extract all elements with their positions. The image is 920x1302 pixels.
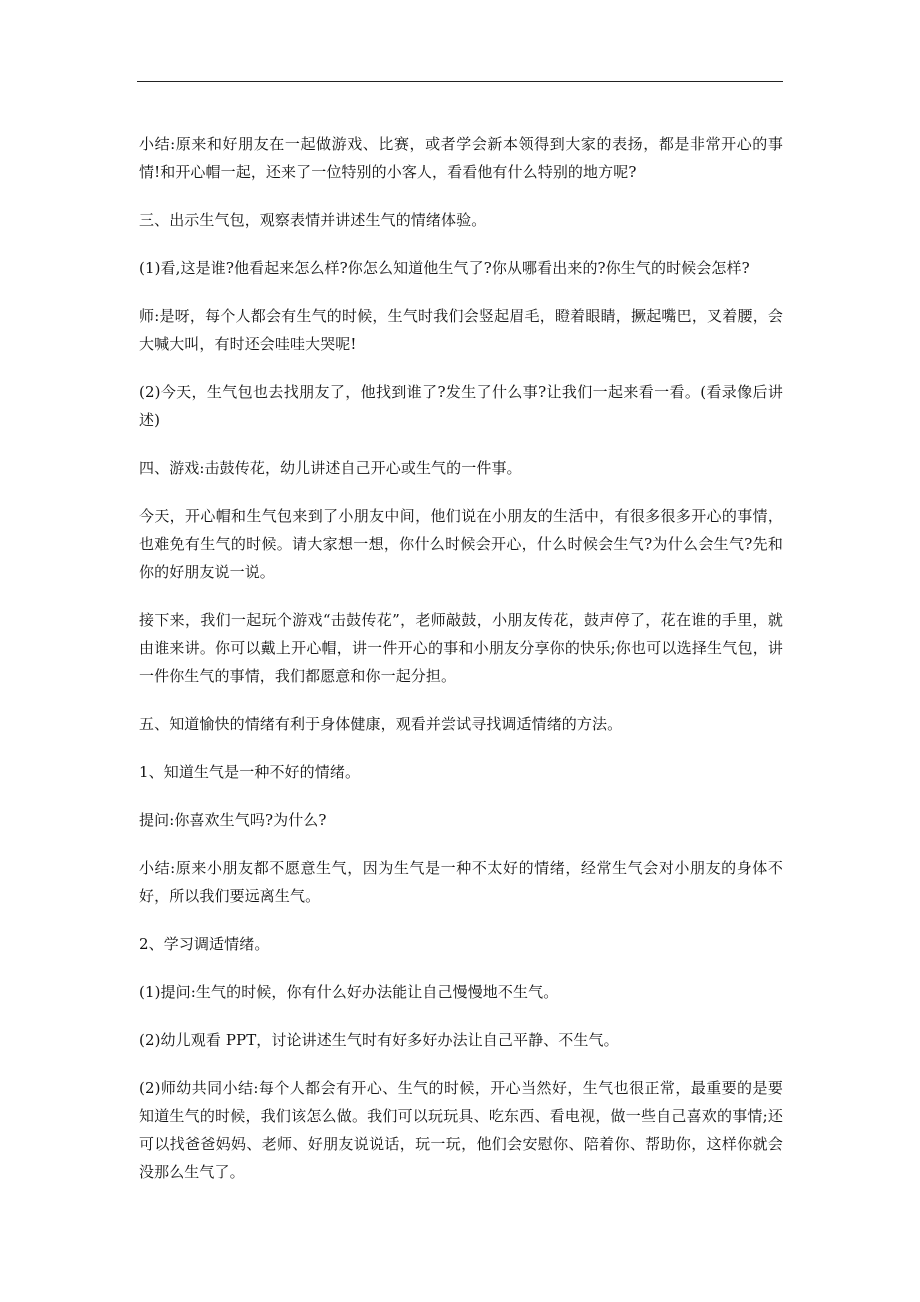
section-heading-3: 三、出示生气包，观察表情并讲述生气的情绪体验。 (139, 211, 487, 229)
header-rule (137, 81, 783, 82)
paragraph-summary-1: 小结:原来和好朋友在一起做游戏、比赛，或者学会新本领得到大家的表扬，都是非常开心的事情!和开心帽一起，还来了一位特别的小客人，看看他有什么特别的地方呢? (139, 135, 783, 181)
paragraph-teacher: 师:是呀，每个人都会有生气的时候，生气时我们会竖起眉毛，瞪着眼睛，撅起嘴巴，叉着腰，会大喊大叫，有时还会哇哇大哭呢! (139, 307, 783, 353)
paragraph-summary-2: 小结:原来小朋友都不愿意生气，因为生气是一种不太好的情绪，经常生气会对小朋友的身体不好，所以我们要远离生气。 (139, 859, 783, 905)
paragraph-step-1: (1)提问:生气的时候，你有什么好办法能让自己慢慢地不生气。 (139, 983, 559, 1001)
paragraph-ask: 提问:你喜欢生气吗?为什么? (139, 811, 327, 829)
paragraph-game: 接下来，我们一起玩个游戏“击鼓传花”，老师敲鼓，小朋友传花，鼓声停了，花在谁的手里，就由谁来讲。你可以戴上开心帽，讲一件开心的事和小朋友分享你的快乐;你也可以选择生气包，讲一件你生气的事情，我们都愿意和你一起分担。 (139, 611, 783, 685)
section-heading-5: 五、知道愉快的情绪有利于身体健康，观看并尝试寻找调适情绪的方法。 (139, 715, 623, 733)
paragraph-question-2: (2)今天，生气包也去找朋友了，他找到谁了?发生了什么事?让我们一起来看一看。(看录像后讲述) (139, 383, 783, 429)
subheading-1: 1、知道生气是一种不好的情绪。 (139, 763, 361, 781)
paragraph-question-1: (1)看,这是谁?他看起来怎么样?你怎么知道他生气了?你从哪看出来的?你生气的时候会怎样? (139, 259, 750, 277)
section-heading-4: 四、游戏:击鼓传花，幼儿讲述自己开心或生气的一件事。 (139, 459, 522, 477)
subheading-2: 2、学习调适情绪。 (139, 935, 270, 953)
paragraph-step-3: (2)师幼共同小结:每个人都会有开心、生气的时候，开心当然好，生气也很正常，最重要的是要知道生气的时候，我们该怎么做。我们可以玩玩具、吃东西、看电视，做一些自己喜欢的事情;还可以找爸爸妈妈、老师、好朋友说说话，玩一玩，他们会安慰你、陪着你、帮助你，这样你就会没那么生气了。 (139, 1079, 783, 1181)
paragraph-today: 今天，开心帽和生气包来到了小朋友中间，他们说在小朋友的生活中，有很多很多开心的事情，也难免有生气的时候。请大家想一想，你什么时候会开心，什么时候会生气?为什么会生气?先和你的好朋友说一说。 (139, 507, 783, 581)
document-body (139, 130, 783, 1206)
paragraph-step-2: (2)幼儿观看 PPT，讨论讲述生气时有好多好办法让自己平静、不生气。 (139, 1031, 619, 1049)
